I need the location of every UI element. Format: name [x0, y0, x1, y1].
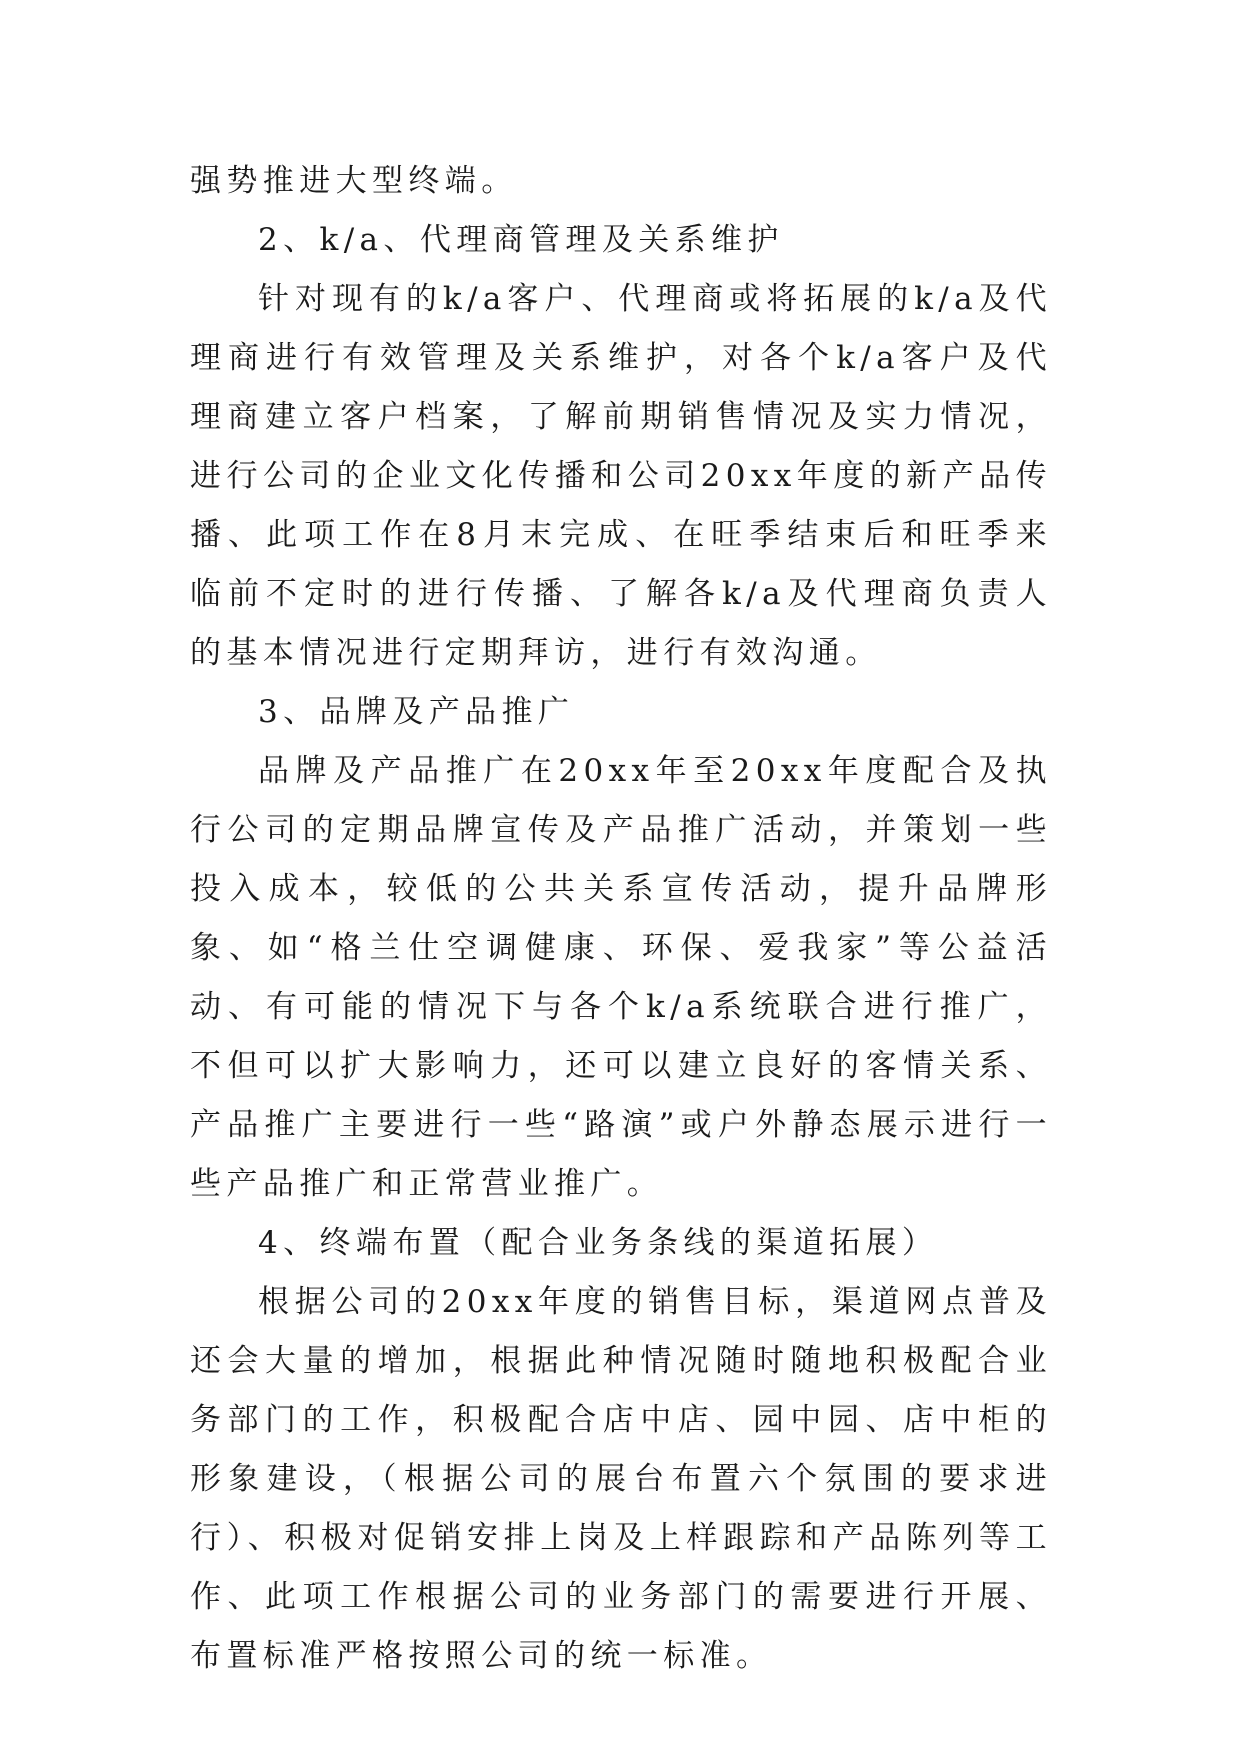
document-body [190, 152, 1052, 1686]
paragraph-brand-promotion: 品牌及产品推广在20xx年至20xx年度配合及执行公司的定期品牌宣传及产品推广活动，并策划一些投入成本，较低的公共关系宣传活动，提升品牌形象、如“格兰仕空调健康、环保、爱我家”等公益活动、有可能的情况下与各个k/a系统联合进行推广，不但可以扩大影响力，还可以建立良好的客情关系、产品推广主要进行一些“路演”或户外静态展示进行一些产品推广和正常营业推广。 [190, 753, 1052, 1202]
paragraph-ka-agent-management: 针对现有的k/a客户、代理商或将拓展的k/a及代理商进行有效管理及关系维护，对各个k/a客户及代理商建立客户档案，了解前期销售情况及实力情况，进行公司的企业文化传播和公司20xx年度的新产品传播、此项工作在8月末完成、在旺季结束后和旺季来临前不定时的进行传播、了解各k/a及代理商负责人的基本情况进行定期拜访，进行有效沟通。 [190, 281, 1052, 671]
section-heading-ka-agent-management: 2、k/a、代理商管理及关系维护 [258, 222, 784, 258]
paragraph-terminal-layout: 根据公司的20xx年度的销售目标，渠道网点普及还会大量的增加，根据此种情况随时随地积极配合业务部门的工作，积极配合店中店、园中园、店中柜的形象建设，（根据公司的展台布置六个氛围的要求进行）、积极对促销安排上岗及上样跟踪和产品陈列等工作、此项工作根据公司的业务部门的需要进行开展、布置标准严格按照公司的统一标准。 [190, 1284, 1052, 1674]
paragraph-continuation: 强势推进大型终端。 [190, 163, 518, 199]
section-heading-terminal-layout: 4、终端布置（配合业务条线的渠道拓展） [258, 1225, 939, 1261]
section-heading-brand-promotion: 3、品牌及产品推广 [258, 694, 575, 730]
